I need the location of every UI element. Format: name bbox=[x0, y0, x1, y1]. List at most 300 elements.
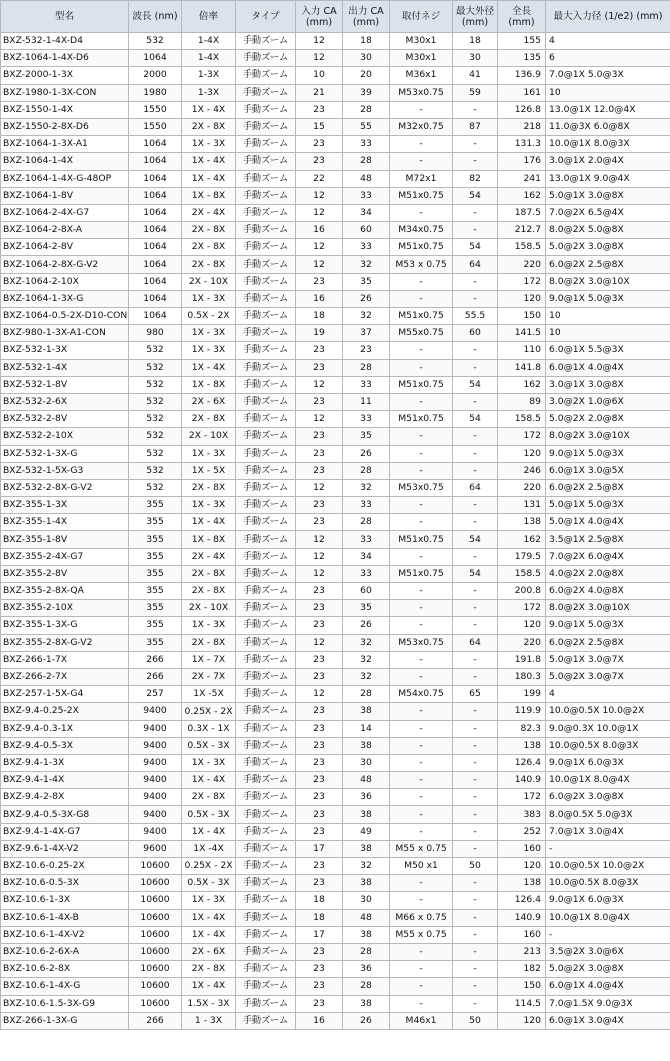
cell-wavelength: 10600 bbox=[129, 909, 182, 926]
cell-max-diameter: - bbox=[453, 428, 498, 445]
cell-max-diameter: - bbox=[453, 961, 498, 978]
cell-length: 162 bbox=[498, 376, 546, 393]
cell-model: BXZ-532-2-10X bbox=[1, 428, 129, 445]
cell-output-ca: 33 bbox=[343, 531, 390, 548]
cell-max-input-beam: 6.0@1X 5.5@3X bbox=[546, 342, 670, 359]
cell-length: 191.8 bbox=[498, 651, 546, 668]
cell-wavelength: 1064 bbox=[129, 204, 182, 221]
cell-type: 手動ズーム bbox=[236, 393, 296, 410]
cell-type: 手動ズーム bbox=[236, 892, 296, 909]
cell-length: 172 bbox=[498, 428, 546, 445]
cell-max-diameter: - bbox=[453, 617, 498, 634]
cell-max-input-beam: 10.0@1X 8.0@4X bbox=[546, 909, 670, 926]
cell-output-ca: 28 bbox=[343, 153, 390, 170]
cell-output-ca: 28 bbox=[343, 514, 390, 531]
cell-magnification: 2X - 8X bbox=[182, 411, 236, 428]
table-row bbox=[1, 754, 670, 771]
cell-input-ca: 23 bbox=[296, 651, 343, 668]
table-row bbox=[1, 651, 670, 668]
cell-length: 160 bbox=[498, 926, 546, 943]
cell-output-ca: 32 bbox=[343, 668, 390, 685]
cell-mount-thread: M34x0.75 bbox=[390, 222, 453, 239]
cell-model: BXZ-355-2-8X-QA bbox=[1, 583, 129, 600]
cell-wavelength: 10600 bbox=[129, 978, 182, 995]
cell-output-ca: 23 bbox=[343, 342, 390, 359]
cell-type: 手動ズーム bbox=[236, 600, 296, 617]
cell-input-ca: 23 bbox=[296, 445, 343, 462]
cell-input-ca: 23 bbox=[296, 497, 343, 514]
cell-length: 199 bbox=[498, 686, 546, 703]
cell-mount-thread: - bbox=[390, 290, 453, 307]
cell-max-diameter: 50 bbox=[453, 1012, 498, 1029]
cell-output-ca: 28 bbox=[343, 462, 390, 479]
cell-max-input-beam: 9.0@1X 5.0@3X bbox=[546, 290, 670, 307]
cell-type: 手動ズーム bbox=[236, 772, 296, 789]
cell-magnification: 2X - 6X bbox=[182, 393, 236, 410]
cell-max-diameter: - bbox=[453, 153, 498, 170]
cell-magnification: 2X - 4X bbox=[182, 548, 236, 565]
cell-output-ca: 20 bbox=[343, 67, 390, 84]
cell-type: 手動ズーム bbox=[236, 445, 296, 462]
cell-magnification: 1-3X bbox=[182, 84, 236, 101]
cell-output-ca: 11 bbox=[343, 393, 390, 410]
cell-wavelength: 532 bbox=[129, 359, 182, 376]
cell-max-diameter: 54 bbox=[453, 239, 498, 256]
cell-max-diameter: - bbox=[453, 926, 498, 943]
cell-wavelength: 1064 bbox=[129, 222, 182, 239]
cell-max-input-beam: 6.0@1X 4.0@4X bbox=[546, 978, 670, 995]
cell-max-diameter: - bbox=[453, 789, 498, 806]
table-row bbox=[1, 531, 670, 548]
cell-type: 手動ズーム bbox=[236, 118, 296, 135]
cell-length: 160 bbox=[498, 840, 546, 857]
cell-max-input-beam: 7.0@2X 6.0@4X bbox=[546, 548, 670, 565]
cell-input-ca: 17 bbox=[296, 926, 343, 943]
cell-wavelength: 9400 bbox=[129, 772, 182, 789]
cell-model: BXZ-9.4-1-3X bbox=[1, 754, 129, 771]
cell-model: BXZ-532-2-6X bbox=[1, 393, 129, 410]
cell-max-input-beam: - bbox=[546, 926, 670, 943]
cell-magnification: 1-4X bbox=[182, 33, 236, 50]
cell-model: BXZ-2000-1-3X bbox=[1, 67, 129, 84]
cell-output-ca: 35 bbox=[343, 428, 390, 445]
cell-output-ca: 32 bbox=[343, 634, 390, 651]
cell-magnification: 1X - 3X bbox=[182, 892, 236, 909]
table-row bbox=[1, 497, 670, 514]
cell-max-diameter: - bbox=[453, 462, 498, 479]
cell-type: 手動ズーム bbox=[236, 995, 296, 1012]
cell-output-ca: 28 bbox=[343, 978, 390, 995]
table-row bbox=[1, 858, 670, 875]
cell-max-input-beam: 5.0@2X 2.0@8X bbox=[546, 411, 670, 428]
cell-wavelength: 532 bbox=[129, 393, 182, 410]
cell-input-ca: 23 bbox=[296, 359, 343, 376]
cell-max-input-beam: 5.0@2X 3.0@8X bbox=[546, 239, 670, 256]
cell-model: BXZ-266-2-7X bbox=[1, 668, 129, 685]
cell-max-diameter: 54 bbox=[453, 411, 498, 428]
cell-input-ca: 23 bbox=[296, 858, 343, 875]
cell-mount-thread: - bbox=[390, 978, 453, 995]
cell-max-diameter: - bbox=[453, 342, 498, 359]
cell-mount-thread: - bbox=[390, 428, 453, 445]
cell-mount-thread: - bbox=[390, 720, 453, 737]
cell-max-diameter: - bbox=[453, 497, 498, 514]
cell-model: BXZ-1064-1-3X-G bbox=[1, 290, 129, 307]
cell-mount-thread: M72x1 bbox=[390, 170, 453, 187]
cell-wavelength: 1550 bbox=[129, 101, 182, 118]
table-row bbox=[1, 428, 670, 445]
cell-output-ca: 26 bbox=[343, 1012, 390, 1029]
cell-magnification: 2X - 8X bbox=[182, 256, 236, 273]
cell-input-ca: 23 bbox=[296, 978, 343, 995]
cell-type: 手動ズーム bbox=[236, 308, 296, 325]
cell-wavelength: 1064 bbox=[129, 187, 182, 204]
cell-type: 手動ズーム bbox=[236, 33, 296, 50]
cell-output-ca: 14 bbox=[343, 720, 390, 737]
cell-type: 手動ズーム bbox=[236, 462, 296, 479]
cell-max-diameter: 54 bbox=[453, 531, 498, 548]
cell-magnification: 1X - 3X bbox=[182, 617, 236, 634]
cell-model: BXZ-355-1-3X-G bbox=[1, 617, 129, 634]
cell-model: BXZ-10.6-1-3X bbox=[1, 892, 129, 909]
cell-magnification: 1X - 3X bbox=[182, 497, 236, 514]
cell-max-input-beam: 5.0@2X 3.0@7X bbox=[546, 668, 670, 685]
cell-max-diameter: - bbox=[453, 754, 498, 771]
cell-length: 241 bbox=[498, 170, 546, 187]
cell-magnification: 0.5X - 3X bbox=[182, 737, 236, 754]
cell-wavelength: 532 bbox=[129, 428, 182, 445]
table-row bbox=[1, 101, 670, 118]
cell-max-input-beam: 9.0@1X 5.0@3X bbox=[546, 445, 670, 462]
cell-type: 手動ズーム bbox=[236, 634, 296, 651]
cell-magnification: 1X - 4X bbox=[182, 823, 236, 840]
table-row bbox=[1, 634, 670, 651]
table-row bbox=[1, 290, 670, 307]
cell-length: 126.8 bbox=[498, 101, 546, 118]
cell-length: 135 bbox=[498, 50, 546, 67]
cell-wavelength: 355 bbox=[129, 548, 182, 565]
cell-max-input-beam: 13.0@1X 12.0@4X bbox=[546, 101, 670, 118]
cell-length: 172 bbox=[498, 789, 546, 806]
table-row bbox=[1, 840, 670, 857]
cell-output-ca: 30 bbox=[343, 892, 390, 909]
cell-type: 手動ズーム bbox=[236, 136, 296, 153]
cell-max-input-beam: 10.0@0.5X 10.0@2X bbox=[546, 703, 670, 720]
cell-model: BXZ-266-1-7X bbox=[1, 651, 129, 668]
cell-output-ca: 32 bbox=[343, 651, 390, 668]
table-row bbox=[1, 565, 670, 582]
cell-model: BXZ-9.4-1-4X-G7 bbox=[1, 823, 129, 840]
cell-magnification: 1X - 4X bbox=[182, 978, 236, 995]
cell-mount-thread: - bbox=[390, 583, 453, 600]
cell-model: BXZ-532-1-3X bbox=[1, 342, 129, 359]
cell-max-diameter: 87 bbox=[453, 118, 498, 135]
cell-max-diameter: - bbox=[453, 273, 498, 290]
cell-length: 158.5 bbox=[498, 411, 546, 428]
cell-max-input-beam: 8.0@2X 5.0@8X bbox=[546, 222, 670, 239]
cell-wavelength: 355 bbox=[129, 514, 182, 531]
cell-model: BXZ-1550-1-4X bbox=[1, 101, 129, 118]
cell-max-diameter: 41 bbox=[453, 67, 498, 84]
table-row bbox=[1, 136, 670, 153]
table-row bbox=[1, 668, 670, 685]
cell-output-ca: 38 bbox=[343, 840, 390, 857]
cell-model: BXZ-532-1-3X-G bbox=[1, 445, 129, 462]
cell-length: 150 bbox=[498, 978, 546, 995]
cell-max-diameter: - bbox=[453, 737, 498, 754]
cell-input-ca: 23 bbox=[296, 823, 343, 840]
table-row bbox=[1, 772, 670, 789]
cell-wavelength: 355 bbox=[129, 583, 182, 600]
cell-max-input-beam: 10 bbox=[546, 84, 670, 101]
cell-output-ca: 32 bbox=[343, 308, 390, 325]
cell-wavelength: 9400 bbox=[129, 737, 182, 754]
cell-magnification: 1X - 3X bbox=[182, 136, 236, 153]
cell-model: BXZ-9.4-2-8X bbox=[1, 789, 129, 806]
table-row bbox=[1, 995, 670, 1012]
cell-model: BXZ-10.6-1-4X-B bbox=[1, 909, 129, 926]
cell-length: 246 bbox=[498, 462, 546, 479]
cell-type: 手動ズーム bbox=[236, 325, 296, 342]
cell-mount-thread: M30x1 bbox=[390, 33, 453, 50]
cell-magnification: 2X - 7X bbox=[182, 668, 236, 685]
table-row bbox=[1, 273, 670, 290]
cell-input-ca: 23 bbox=[296, 273, 343, 290]
cell-input-ca: 23 bbox=[296, 754, 343, 771]
cell-length: 220 bbox=[498, 256, 546, 273]
cell-mount-thread: - bbox=[390, 789, 453, 806]
cell-input-ca: 12 bbox=[296, 204, 343, 221]
cell-wavelength: 2000 bbox=[129, 67, 182, 84]
cell-mount-thread: M51x0.75 bbox=[390, 565, 453, 582]
table-row bbox=[1, 67, 670, 84]
cell-length: 138 bbox=[498, 737, 546, 754]
header-wavelength: 波長 (nm) bbox=[129, 1, 182, 33]
cell-input-ca: 22 bbox=[296, 170, 343, 187]
cell-length: 220 bbox=[498, 479, 546, 496]
cell-magnification: 1X - 4X bbox=[182, 101, 236, 118]
table-row bbox=[1, 445, 670, 462]
cell-output-ca: 33 bbox=[343, 376, 390, 393]
header-mount-thread: 取付ネジ bbox=[390, 1, 453, 33]
table-row bbox=[1, 479, 670, 496]
cell-type: 手動ズーム bbox=[236, 858, 296, 875]
cell-wavelength: 1064 bbox=[129, 50, 182, 67]
cell-wavelength: 9400 bbox=[129, 806, 182, 823]
cell-magnification: 1X - 4X bbox=[182, 909, 236, 926]
cell-max-input-beam: 10.0@1X 8.0@4X bbox=[546, 772, 670, 789]
header-input-ca: 入力 CA (mm) bbox=[296, 1, 343, 33]
table-row bbox=[1, 875, 670, 892]
table-row bbox=[1, 789, 670, 806]
cell-mount-thread: - bbox=[390, 548, 453, 565]
cell-input-ca: 23 bbox=[296, 101, 343, 118]
cell-magnification: 1X - 4X bbox=[182, 772, 236, 789]
header-output-ca: 出力 CA (mm) bbox=[343, 1, 390, 33]
cell-input-ca: 23 bbox=[296, 617, 343, 634]
cell-input-ca: 23 bbox=[296, 462, 343, 479]
cell-max-input-beam: 4.0@2X 2.0@8X bbox=[546, 565, 670, 582]
cell-input-ca: 12 bbox=[296, 50, 343, 67]
cell-model: BXZ-9.4-0.3-1X bbox=[1, 720, 129, 737]
cell-wavelength: 257 bbox=[129, 686, 182, 703]
cell-wavelength: 266 bbox=[129, 668, 182, 685]
cell-type: 手動ズーム bbox=[236, 926, 296, 943]
cell-mount-thread: M51x0.75 bbox=[390, 411, 453, 428]
cell-model: BXZ-10.6-1.5-3X-G9 bbox=[1, 995, 129, 1012]
cell-mount-thread: M54x0.75 bbox=[390, 686, 453, 703]
cell-magnification: 2X - 10X bbox=[182, 273, 236, 290]
cell-mount-thread: - bbox=[390, 359, 453, 376]
cell-length: 383 bbox=[498, 806, 546, 823]
cell-mount-thread: - bbox=[390, 651, 453, 668]
table-row bbox=[1, 823, 670, 840]
cell-max-input-beam: 6 bbox=[546, 50, 670, 67]
cell-output-ca: 33 bbox=[343, 411, 390, 428]
cell-max-input-beam: 8.0@2X 3.0@10X bbox=[546, 273, 670, 290]
cell-max-input-beam: 8.0@2X 3.0@10X bbox=[546, 600, 670, 617]
cell-type: 手動ズーム bbox=[236, 823, 296, 840]
cell-mount-thread: M51x0.75 bbox=[390, 376, 453, 393]
cell-model: BXZ-10.6-1-4X-G bbox=[1, 978, 129, 995]
cell-max-diameter: - bbox=[453, 823, 498, 840]
cell-mount-thread: M53x0.75 bbox=[390, 634, 453, 651]
cell-length: 141.5 bbox=[498, 325, 546, 342]
cell-magnification: 0.5X - 3X bbox=[182, 875, 236, 892]
cell-magnification: 0.25X - 2X bbox=[182, 858, 236, 875]
table-row bbox=[1, 909, 670, 926]
cell-output-ca: 32 bbox=[343, 858, 390, 875]
cell-mount-thread: - bbox=[390, 892, 453, 909]
cell-max-diameter: - bbox=[453, 772, 498, 789]
cell-type: 手動ズーム bbox=[236, 840, 296, 857]
cell-length: 212.7 bbox=[498, 222, 546, 239]
cell-mount-thread: - bbox=[390, 153, 453, 170]
cell-type: 手動ズーム bbox=[236, 204, 296, 221]
cell-max-diameter: - bbox=[453, 548, 498, 565]
cell-output-ca: 33 bbox=[343, 565, 390, 582]
cell-input-ca: 23 bbox=[296, 600, 343, 617]
cell-max-input-beam: 6.0@1X 3.0@5X bbox=[546, 462, 670, 479]
cell-mount-thread: - bbox=[390, 445, 453, 462]
cell-max-input-beam: 6.0@1X 3.0@4X bbox=[546, 1012, 670, 1029]
cell-max-input-beam: 11.0@3X 6.0@8X bbox=[546, 118, 670, 135]
cell-max-input-beam: 4 bbox=[546, 686, 670, 703]
cell-type: 手動ズーム bbox=[236, 548, 296, 565]
cell-max-diameter: 54 bbox=[453, 565, 498, 582]
cell-max-input-beam: 10.0@0.5X 8.0@3X bbox=[546, 875, 670, 892]
cell-magnification: 1X - 4X bbox=[182, 926, 236, 943]
cell-length: 119.9 bbox=[498, 703, 546, 720]
cell-max-input-beam: - bbox=[546, 840, 670, 857]
table-row bbox=[1, 961, 670, 978]
cell-length: 179.5 bbox=[498, 548, 546, 565]
cell-mount-thread: - bbox=[390, 823, 453, 840]
cell-input-ca: 12 bbox=[296, 376, 343, 393]
cell-wavelength: 9400 bbox=[129, 720, 182, 737]
cell-output-ca: 60 bbox=[343, 222, 390, 239]
cell-model: BXZ-355-2-8X-G-V2 bbox=[1, 634, 129, 651]
cell-model: BXZ-9.6-1-4X-V2 bbox=[1, 840, 129, 857]
cell-input-ca: 12 bbox=[296, 239, 343, 256]
cell-type: 手動ズーム bbox=[236, 411, 296, 428]
cell-length: 158.5 bbox=[498, 239, 546, 256]
cell-length: 138 bbox=[498, 514, 546, 531]
cell-wavelength: 1064 bbox=[129, 170, 182, 187]
cell-mount-thread: M66 x 0.75 bbox=[390, 909, 453, 926]
cell-model: BXZ-10.6-0.5-3X bbox=[1, 875, 129, 892]
cell-length: 110 bbox=[498, 342, 546, 359]
cell-magnification: 1.5X - 3X bbox=[182, 995, 236, 1012]
cell-mount-thread: - bbox=[390, 703, 453, 720]
cell-max-diameter: 65 bbox=[453, 686, 498, 703]
cell-type: 手動ズーム bbox=[236, 617, 296, 634]
cell-type: 手動ズーム bbox=[236, 222, 296, 239]
cell-length: 138 bbox=[498, 875, 546, 892]
cell-wavelength: 532 bbox=[129, 33, 182, 50]
cell-input-ca: 16 bbox=[296, 290, 343, 307]
cell-magnification: 2X - 8X bbox=[182, 583, 236, 600]
cell-max-diameter: - bbox=[453, 359, 498, 376]
cell-input-ca: 23 bbox=[296, 668, 343, 685]
cell-wavelength: 10600 bbox=[129, 943, 182, 960]
cell-model: BXZ-532-2-8X-G-V2 bbox=[1, 479, 129, 496]
cell-output-ca: 38 bbox=[343, 875, 390, 892]
cell-model: BXZ-1064-1-4X bbox=[1, 153, 129, 170]
cell-output-ca: 28 bbox=[343, 943, 390, 960]
cell-max-diameter: - bbox=[453, 136, 498, 153]
cell-input-ca: 23 bbox=[296, 737, 343, 754]
cell-wavelength: 1064 bbox=[129, 136, 182, 153]
cell-max-diameter: 64 bbox=[453, 256, 498, 273]
header-length: 全長 (mm) bbox=[498, 1, 546, 33]
cell-max-input-beam: 3.0@1X 2.0@4X bbox=[546, 153, 670, 170]
table-row bbox=[1, 204, 670, 221]
cell-max-diameter: 54 bbox=[453, 376, 498, 393]
table-row bbox=[1, 583, 670, 600]
cell-mount-thread: M53x0.75 bbox=[390, 84, 453, 101]
cell-max-diameter: - bbox=[453, 514, 498, 531]
cell-output-ca: 30 bbox=[343, 754, 390, 771]
cell-max-input-beam: 10.0@0.5X 8.0@3X bbox=[546, 737, 670, 754]
cell-output-ca: 26 bbox=[343, 445, 390, 462]
cell-mount-thread: - bbox=[390, 204, 453, 221]
cell-magnification: 1X - 3X bbox=[182, 325, 236, 342]
cell-type: 手動ズーム bbox=[236, 239, 296, 256]
cell-length: 252 bbox=[498, 823, 546, 840]
cell-max-diameter: 59 bbox=[453, 84, 498, 101]
table-row bbox=[1, 33, 670, 50]
table-row bbox=[1, 153, 670, 170]
cell-magnification: 1X - 3X bbox=[182, 445, 236, 462]
cell-input-ca: 12 bbox=[296, 479, 343, 496]
cell-max-diameter: 30 bbox=[453, 50, 498, 67]
cell-type: 手動ズーム bbox=[236, 909, 296, 926]
cell-max-diameter: - bbox=[453, 651, 498, 668]
cell-wavelength: 9400 bbox=[129, 823, 182, 840]
table-row bbox=[1, 118, 670, 135]
cell-type: 手動ズーム bbox=[236, 497, 296, 514]
cell-model: BXZ-10.6-2-6X-A bbox=[1, 943, 129, 960]
cell-length: 131.3 bbox=[498, 136, 546, 153]
cell-mount-thread: M55x0.75 bbox=[390, 325, 453, 342]
cell-wavelength: 266 bbox=[129, 651, 182, 668]
cell-input-ca: 23 bbox=[296, 875, 343, 892]
cell-max-diameter: - bbox=[453, 204, 498, 221]
table-row bbox=[1, 737, 670, 754]
cell-model: BXZ-532-1-8V bbox=[1, 376, 129, 393]
cell-wavelength: 532 bbox=[129, 342, 182, 359]
